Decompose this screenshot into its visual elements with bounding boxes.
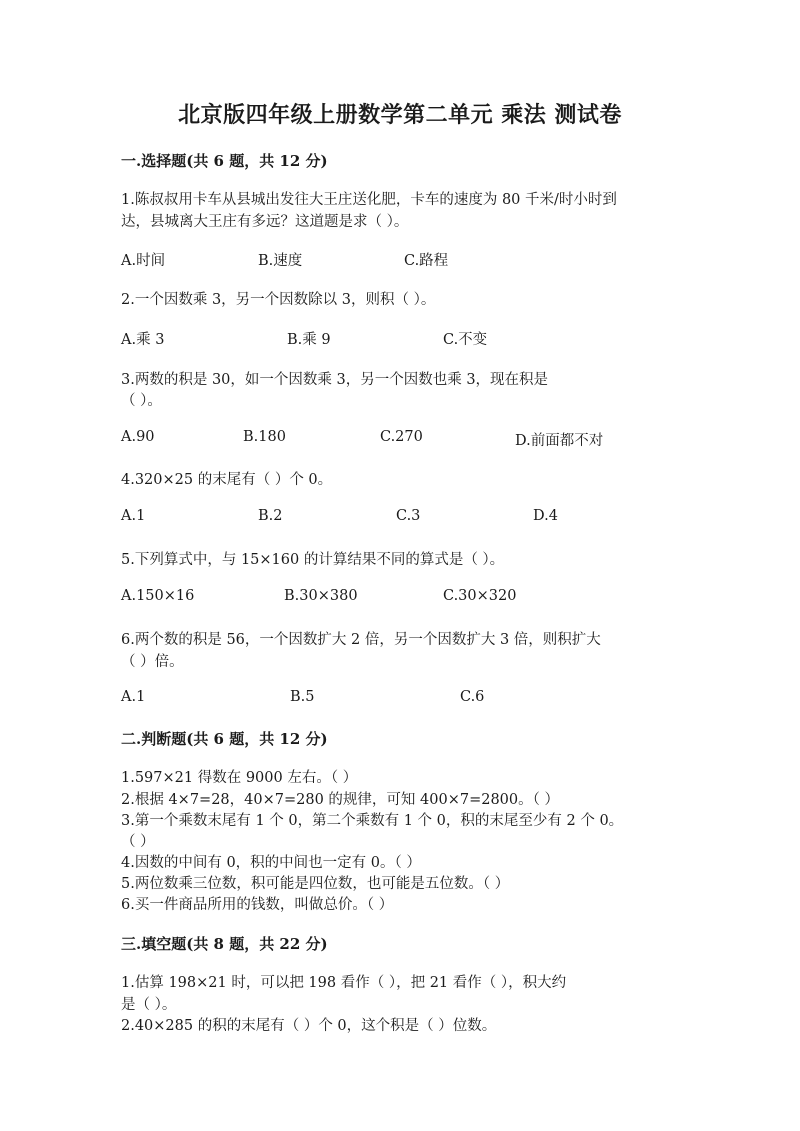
page-title: 北京版四年级上册数学第二单元 乘法 测试卷 bbox=[178, 102, 622, 128]
question-2-option-c: C.不变 bbox=[443, 332, 488, 348]
judge-item-3-line-1: 3.第一个乘数末尾有 1 个 0，第二个乘数有 1 个 0，积的末尾至少有 2 个 0。 bbox=[121, 813, 624, 829]
question-3-line-1: 3.两数的积是 30，如一个因数乘 3，另一个因数也乘 3，现在积是 bbox=[121, 372, 549, 388]
question-1-option-b: B.速度 bbox=[258, 253, 303, 269]
question-3-option-d: D.前面都不对 bbox=[515, 433, 604, 449]
question-2-option-b: B.乘 9 bbox=[287, 332, 331, 348]
question-1-line-2: 达，县城离大王庄有多远？这道题是求（ ）。 bbox=[121, 214, 409, 230]
question-6-line-1: 6.两个数的积是 56，一个因数扩大 2 倍，另一个因数扩大 3 倍，则积扩大 bbox=[121, 632, 601, 648]
question-3-option-c: C.270 bbox=[380, 429, 423, 445]
question-4-option-b: B.2 bbox=[258, 508, 283, 524]
fill-item-2: 2.40×285 的积的末尾有（ ）个 0，这个积是（ ）位数。 bbox=[121, 1018, 497, 1034]
question-3-option-b: B.180 bbox=[243, 429, 286, 445]
question-5-option-c: C.30×320 bbox=[443, 588, 517, 604]
question-1-line-1: 1.陈叔叔用卡车从县城出发往大王庄送化肥，卡车的速度为 80 千米/时小时到 bbox=[121, 192, 617, 208]
section-heading-fill: 三.填空题(共 8 题，共 22 分) bbox=[121, 935, 328, 953]
question-6-option-a: A.1 bbox=[121, 689, 146, 705]
judge-item-2: 2.根据 4×7=28，40×7=280 的规律，可知 400×7=2800。（ ） bbox=[121, 792, 559, 808]
question-5-option-b: B.30×380 bbox=[284, 588, 358, 604]
section-heading-judge: 二.判断题(共 6 题，共 12 分) bbox=[121, 730, 328, 748]
question-5-option-a: A.150×16 bbox=[121, 588, 195, 604]
judge-item-3-line-2: （ ） bbox=[121, 834, 155, 850]
fill-item-1-line-2: 是（ ）。 bbox=[121, 997, 177, 1013]
judge-item-1: 1.597×21 得数在 9000 左右。（ ） bbox=[121, 770, 358, 786]
question-4-line-1: 4.320×25 的末尾有（ ）个 0。 bbox=[121, 472, 333, 488]
judge-item-4: 4.因数的中间有 0，积的中间也一定有 0。（ ） bbox=[121, 855, 421, 871]
question-4-option-c: C.3 bbox=[396, 508, 421, 524]
question-2-option-a: A.乘 3 bbox=[121, 332, 165, 348]
judge-item-6: 6.买一件商品所用的钱数，叫做总价。（ ） bbox=[121, 897, 394, 913]
question-5-line-1: 5.下列算式中，与 15×160 的计算结果不同的算式是（ ）。 bbox=[121, 552, 505, 568]
question-3-option-a: A.90 bbox=[121, 429, 155, 445]
question-4-option-a: A.1 bbox=[121, 508, 146, 524]
question-2-line-1: 2.一个因数乘 3，另一个因数除以 3，则积（ ）。 bbox=[121, 292, 436, 308]
question-1-option-a: A.时间 bbox=[121, 253, 166, 269]
question-6-option-b: B.5 bbox=[290, 689, 315, 705]
question-6-line-2: （ ）倍。 bbox=[121, 654, 184, 670]
question-4-option-d: D.4 bbox=[533, 508, 558, 524]
section-heading-choice: 一.选择题(共 6 题，共 12 分) bbox=[121, 152, 328, 170]
fill-item-1-line-1: 1.估算 198×21 时，可以把 198 看作（ ），把 21 看作（ ），积大约 bbox=[121, 975, 567, 991]
question-1-option-c: C.路程 bbox=[404, 253, 449, 269]
judge-item-5: 5.两位数乘三位数，积可能是四位数，也可能是五位数。（ ） bbox=[121, 876, 510, 892]
question-6-option-c: C.6 bbox=[460, 689, 485, 705]
question-3-line-2: （ ）。 bbox=[121, 393, 162, 409]
